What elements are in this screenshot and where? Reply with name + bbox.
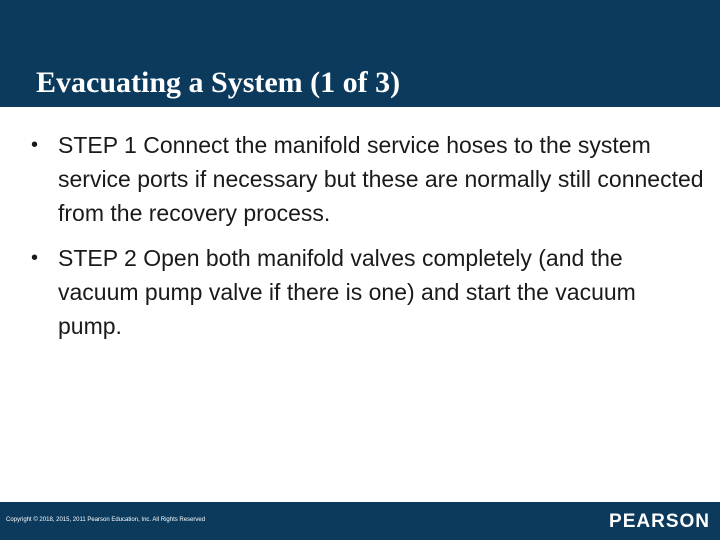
bullet-list xyxy=(31,128,706,354)
bullet-text: STEP 1 Connect the manifold service hoses to the system service ports if necessary but these are normally still connected from the recovery process. xyxy=(58,132,704,226)
bullet-marker: • xyxy=(31,247,39,269)
copyright-notice: Copyright © 2018, 2015, 2011 Pearson Education, Inc. All Rights Reserved xyxy=(6,517,206,523)
title-bar xyxy=(0,0,720,107)
slide-title: Evacuating a System (1 of 3) xyxy=(36,66,401,99)
bullet-item xyxy=(31,241,706,343)
footer-bar xyxy=(0,502,720,540)
bullet-marker: • xyxy=(31,134,39,156)
bullet-item xyxy=(31,128,706,230)
pearson-logo: PEARSON xyxy=(609,511,710,532)
bullet-text: STEP 2 Open both manifold valves completely (and the vacuum pump valve if there is one) and start the vacuum pump. xyxy=(58,245,636,339)
